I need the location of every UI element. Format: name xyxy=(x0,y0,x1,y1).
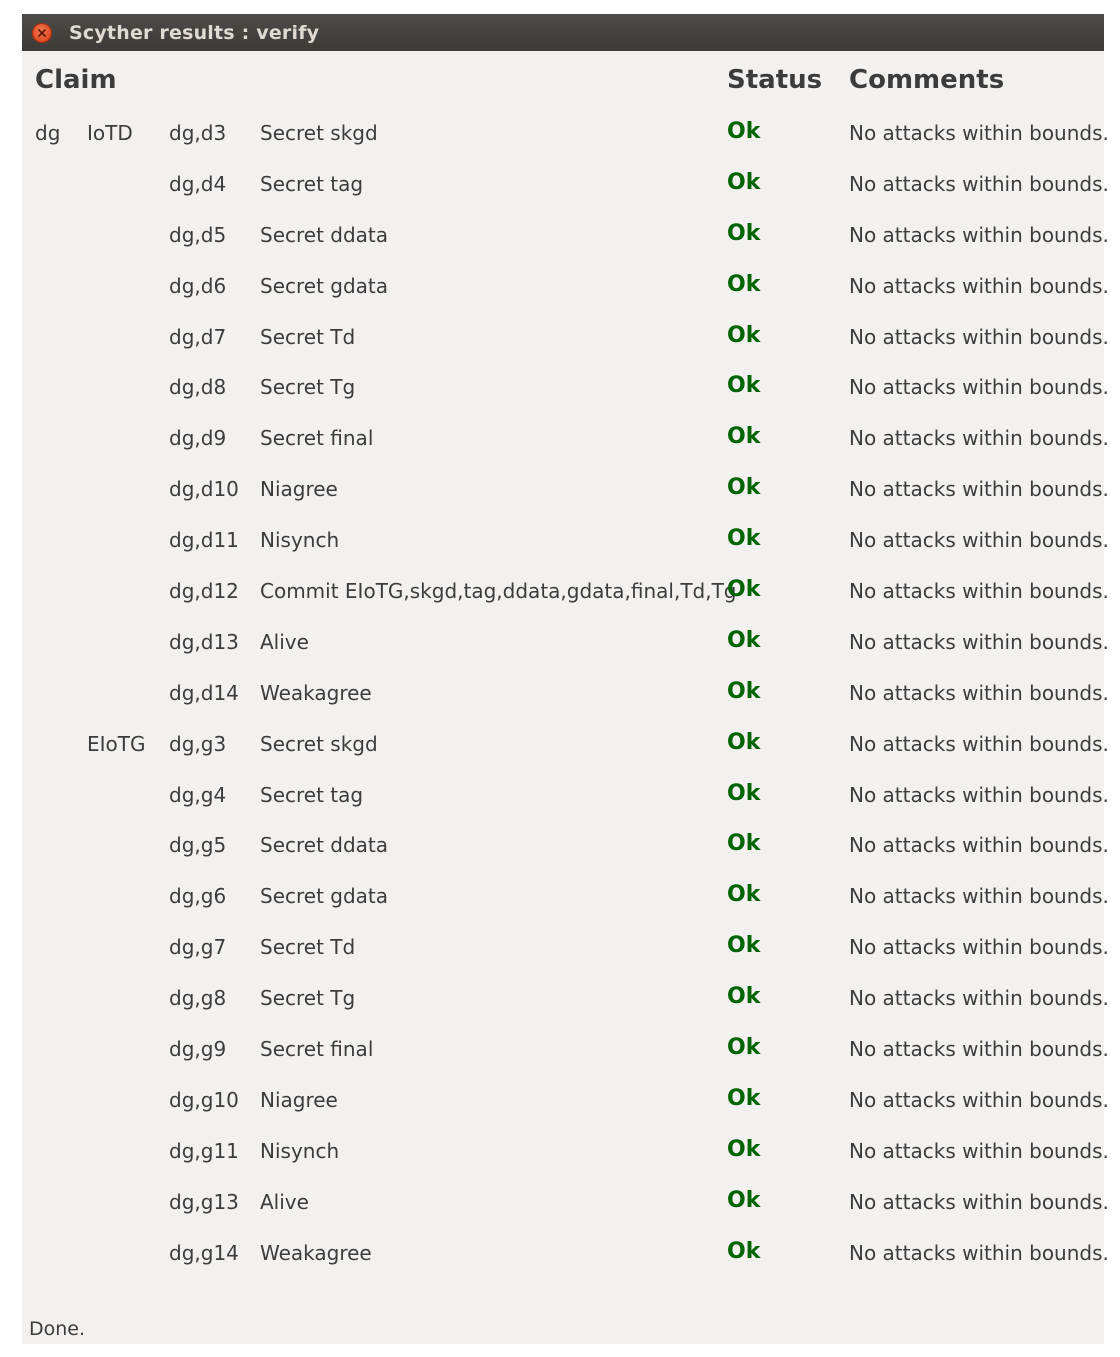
status-ok: Ok xyxy=(727,678,761,704)
status-ok: Ok xyxy=(727,933,761,959)
claim-id: dg,d6 xyxy=(169,273,227,298)
claim-id: dg,d12 xyxy=(169,579,239,604)
claim-text: Secret ddata xyxy=(260,833,389,858)
claim-id: dg,d9 xyxy=(169,426,227,451)
claim-text: Secret final xyxy=(260,1037,374,1062)
comment-text: No attacks within bounds. xyxy=(849,1240,1109,1265)
status-ok: Ok xyxy=(727,1187,761,1213)
table-row xyxy=(22,1187,1109,1238)
status-ok: Ok xyxy=(727,373,761,399)
comment-text: No attacks within bounds. xyxy=(849,782,1109,807)
comment-text: No attacks within bounds. xyxy=(849,680,1109,705)
table-row xyxy=(22,881,1109,932)
claim-id: dg,d3 xyxy=(169,121,227,145)
claim-text: Secret skgd xyxy=(260,121,378,145)
comment-text: No attacks within bounds. xyxy=(849,222,1109,247)
comment-text: No attacks within bounds. xyxy=(849,1087,1109,1112)
comment-text: No attacks within bounds. xyxy=(849,935,1109,960)
status-ok: Ok xyxy=(727,526,761,552)
table-row xyxy=(22,525,1109,576)
comment-text: No attacks within bounds. xyxy=(849,426,1109,451)
comment-text: No attacks within bounds. xyxy=(849,121,1109,145)
status-ok: Ok xyxy=(727,1238,761,1264)
table-row xyxy=(22,729,1109,780)
status-ok: Ok xyxy=(727,729,761,755)
claim-id: dg,d5 xyxy=(169,222,227,247)
status-ok: Ok xyxy=(727,220,761,246)
claim-text: Commit EIoTG,skgd,tag,ddata,gdata,final,Td,Tg xyxy=(260,579,737,604)
comment-text: No attacks within bounds. xyxy=(849,273,1109,298)
protocol-name: dg xyxy=(35,121,61,145)
claim-text: Secret Td xyxy=(260,935,356,960)
claim-id: dg,d7 xyxy=(169,324,227,349)
claim-text: Nisynch xyxy=(260,1138,340,1163)
claim-text: Secret Tg xyxy=(260,986,356,1011)
table-row xyxy=(22,1136,1109,1187)
role-name: IoTD xyxy=(87,121,133,145)
claim-id: dg,d8 xyxy=(169,375,227,400)
table-row xyxy=(22,118,1109,169)
claim-text: Niagree xyxy=(260,1087,338,1112)
table-row xyxy=(22,1085,1109,1136)
table-row xyxy=(22,423,1109,474)
status-ok: Ok xyxy=(727,831,761,857)
claim-id: dg,g6 xyxy=(169,884,227,909)
status-ok: Ok xyxy=(727,169,761,195)
results-table xyxy=(22,118,1109,1288)
table-row xyxy=(22,830,1109,881)
table-row xyxy=(22,1034,1109,1085)
comment-text: No attacks within bounds. xyxy=(849,579,1109,604)
claim-text: Secret tag xyxy=(260,171,364,196)
claim-text: Alive xyxy=(260,629,309,654)
table-row xyxy=(22,169,1109,220)
comment-text: No attacks within bounds. xyxy=(849,1138,1109,1163)
claim-id: dg,g3 xyxy=(169,731,227,756)
claim-id: dg,g5 xyxy=(169,833,227,858)
status-ok: Ok xyxy=(727,1136,761,1162)
status-ok: Ok xyxy=(727,475,761,501)
table-row xyxy=(22,932,1109,983)
claim-text: Secret skgd xyxy=(260,731,378,756)
status-ok: Ok xyxy=(727,322,761,348)
table-row xyxy=(22,372,1109,423)
table-row xyxy=(22,678,1109,729)
status-ok: Ok xyxy=(727,119,761,144)
close-icon xyxy=(38,29,46,37)
claim-id: dg,g4 xyxy=(169,782,227,807)
claim-id: dg,g9 xyxy=(169,1037,227,1062)
table-row xyxy=(22,576,1109,627)
claim-text: Niagree xyxy=(260,477,338,502)
status-ok: Ok xyxy=(727,882,761,908)
comment-text: No attacks within bounds. xyxy=(849,629,1109,654)
table-row xyxy=(22,1238,1109,1289)
claim-text: Secret gdata xyxy=(260,273,389,298)
status-bar: Done. xyxy=(29,1318,86,1340)
window-title: Scyther results : verify xyxy=(69,22,320,44)
comment-text: No attacks within bounds. xyxy=(849,324,1109,349)
status-ok: Ok xyxy=(727,271,761,297)
claim-text: Secret final xyxy=(260,426,374,451)
claim-text: Secret Tg xyxy=(260,375,356,400)
comment-text: No attacks within bounds. xyxy=(849,528,1109,553)
status-ok: Ok xyxy=(727,780,761,806)
claim-id: dg,g11 xyxy=(169,1138,239,1163)
table-row xyxy=(22,322,1109,373)
table-row xyxy=(22,627,1109,678)
claim-text: Alive xyxy=(260,1189,309,1214)
claim-text: Secret Td xyxy=(260,324,356,349)
claim-id: dg,g14 xyxy=(169,1240,239,1265)
claim-id: dg,g10 xyxy=(169,1087,239,1112)
claim-text: Secret tag xyxy=(260,782,364,807)
comment-text: No attacks within bounds. xyxy=(849,833,1109,858)
status-ok: Ok xyxy=(727,424,761,450)
comment-text: No attacks within bounds. xyxy=(849,171,1109,196)
claim-id: dg,d13 xyxy=(169,629,239,654)
close-button[interactable] xyxy=(32,23,52,43)
claim-text: Secret gdata xyxy=(260,884,389,909)
claim-text: Weakagree xyxy=(260,1240,372,1265)
claim-id: dg,d10 xyxy=(169,477,239,502)
comment-text: No attacks within bounds. xyxy=(849,884,1109,909)
results-window xyxy=(22,14,1109,1344)
role-name: EIoTG xyxy=(87,731,146,756)
header-status: Status xyxy=(727,65,823,95)
table-row xyxy=(22,220,1109,271)
claim-id: dg,d11 xyxy=(169,528,239,553)
title-bar[interactable] xyxy=(22,14,1104,51)
comment-text: No attacks within bounds. xyxy=(849,477,1109,502)
claim-id: dg,g7 xyxy=(169,935,227,960)
status-ok: Ok xyxy=(727,1035,761,1061)
claim-id: dg,g13 xyxy=(169,1189,239,1214)
claim-text: Nisynch xyxy=(260,528,340,553)
comment-text: No attacks within bounds. xyxy=(849,1189,1109,1214)
table-row xyxy=(22,983,1109,1034)
status-ok: Ok xyxy=(727,984,761,1010)
comment-text: No attacks within bounds. xyxy=(849,1037,1109,1062)
claim-text: Secret ddata xyxy=(260,222,389,247)
header-comments: Comments xyxy=(849,65,1005,95)
table-row xyxy=(22,271,1109,322)
comment-text: No attacks within bounds. xyxy=(849,731,1109,756)
comment-text: No attacks within bounds. xyxy=(849,986,1109,1011)
status-ok: Ok xyxy=(727,577,761,603)
table-row xyxy=(22,474,1109,525)
table-row xyxy=(22,780,1109,831)
comment-text: No attacks within bounds. xyxy=(849,375,1109,400)
claim-id: dg,d14 xyxy=(169,680,239,705)
header-claim: Claim xyxy=(35,65,117,95)
status-ok: Ok xyxy=(727,627,761,653)
claim-text: Weakagree xyxy=(260,680,372,705)
claim-id: dg,d4 xyxy=(169,171,227,196)
claim-id: dg,g8 xyxy=(169,986,227,1011)
status-ok: Ok xyxy=(727,1085,761,1111)
